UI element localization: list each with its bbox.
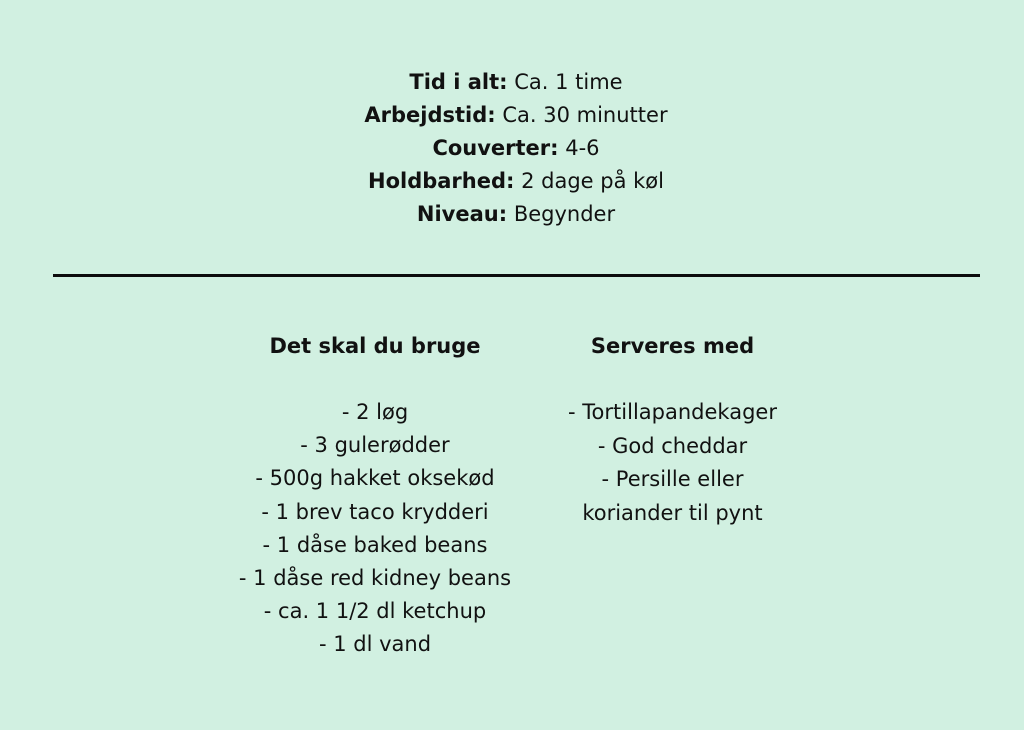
info-value: 2 dage på køl (514, 169, 664, 193)
ingredient-item: - 3 gulerødder (300, 433, 450, 458)
serving-section (540, 330, 805, 530)
ingredient-item: - 1 dl vand (318, 632, 432, 657)
ingredients-section (210, 330, 540, 662)
info-row-shelf-life (0, 165, 1024, 198)
ingredient-item: - 500g hakket oksekød (255, 466, 495, 491)
info-value: Begynder (507, 202, 616, 226)
serving-item: koriander til pynt (582, 500, 763, 525)
serving-item: - Tortillapandekager (568, 400, 777, 424)
ingredient-item: - 2 løg (341, 400, 409, 424)
divider (53, 274, 980, 277)
ingredient-item: - ca. 1 1/2 dl ketchup (263, 599, 487, 624)
info-row-level (0, 198, 1024, 231)
info-row-total-time (0, 66, 1024, 99)
ingredient-item: - 1 dåse red kidney beans (238, 566, 512, 591)
serving-heading: Serveres med (590, 334, 755, 358)
info-label: Couverter: (432, 136, 559, 160)
serving-item: - Persille eller (601, 467, 744, 491)
ingredients-heading: Det skal du bruge (269, 334, 481, 358)
recipe-info (0, 66, 1024, 231)
info-label: Arbejdstid: (364, 103, 496, 127)
info-label: Holdbarhed: (368, 169, 515, 193)
info-label: Tid i alt: (409, 70, 508, 94)
serving-item: - God cheddar (597, 433, 748, 458)
info-value: Ca. 1 time (507, 70, 623, 94)
info-row-work-time (0, 99, 1024, 132)
info-row-servings (0, 132, 1024, 165)
info-value: 4-6 (558, 136, 600, 160)
ingredient-item: - 1 brev taco krydderi (261, 499, 489, 524)
ingredient-item: - 1 dåse baked beans (262, 532, 488, 557)
info-value: Ca. 30 minutter (495, 103, 668, 127)
info-label: Niveau: (416, 202, 508, 226)
